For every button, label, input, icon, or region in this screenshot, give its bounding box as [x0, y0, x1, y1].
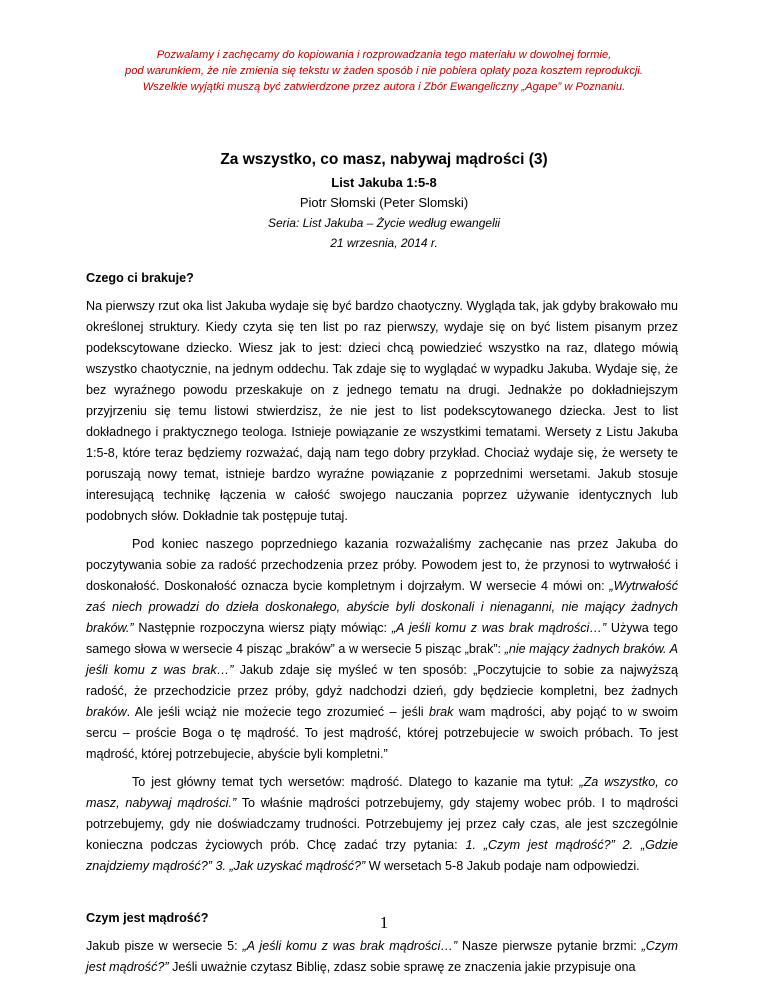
- scripture-quote: „nie mający żadnych braków. A jeśli komu z was brak…”: [86, 642, 678, 677]
- emphasis: brak: [428, 705, 454, 719]
- emphasis: braków: [86, 705, 127, 719]
- series-name: Seria: List Jakuba – Życie według ewangelii: [267, 216, 501, 230]
- text-run: Jakub zdaje się myśleć w ten sposób: „Poczytujcie to sobie za najwyższą radość, że przechodzicie przez próby, gdyż nadchodzi dzień, gdy będziecie kompletni, bez żadnych: [86, 663, 678, 698]
- page-number: 1: [379, 913, 389, 932]
- document-body: [86, 268, 678, 978]
- text-run: Używa tego samego słowa w wersecie 4 pisząc „braków” a w wersecie 5 pisząc „brak”:: [86, 621, 678, 656]
- text-run: To jest główny temat tych wersetów: mądrość. Dlatego to kazanie ma tytuł:: [132, 775, 580, 789]
- text-run: Następnie rozpoczyna wiersz piąty mówiąc:: [133, 621, 392, 635]
- emphasis: „Za wszystko, co masz, nabywaj mądrości.”: [86, 775, 678, 810]
- text-run: Nasze pierwsze pytanie brzmi:: [457, 939, 642, 953]
- notice-line-2: pod warunkiem, że nie zmienia się tekstu w żaden sposób i nie pobiera opłaty poza kosztem reprodukcji.: [124, 65, 643, 77]
- paragraph: [86, 772, 678, 877]
- sermon-date: 21 wrzesnia, 2014 r.: [330, 236, 438, 250]
- text-run: Pod koniec naszego poprzedniego kazania rozważaliśmy zachęcanie nas przez Jakuba do poczytywania sobie za radość przechodzenia przez próby. Powodem jest to, że przynosi to wytrwałość i doskonałość. Doskonałość oznacza bycie kompletnym i dojrzałym. W wersecie 4 mówi on:: [86, 537, 678, 593]
- section-heading: Czym jest mądrość?: [86, 911, 209, 925]
- notice-line-1: Pozwalamy i zachęcamy do kopiowania i rozprowadzania tego materiału w dowolnej formie,: [156, 49, 612, 61]
- section-heading: Czego ci brakuje?: [86, 271, 194, 285]
- paragraph: [86, 296, 678, 527]
- paragraph: [86, 936, 678, 978]
- text-run: . Ale jeśli wciąż nie możecie tego zrozumieć – jeśli: [126, 705, 429, 719]
- sermon-title: Za wszystko, co masz, nabywaj mądrości (3): [220, 151, 548, 168]
- text-run: To właśnie mądrości potrzebujemy, gdy stajemy wobec prób. I to mądrości potrzebujemy, gdy nie doświadczamy trudności. Potrzebujemy jej przez cały czas, ale jest szczególnie konieczna podczas życiowych prób. Chcę zadać trzy pytania:: [86, 796, 678, 852]
- paragraph: [86, 534, 678, 765]
- scripture-quote: „A jeśli komu z was brak mądrości…”: [242, 939, 458, 953]
- emphasis: „Czym jest mądrość?”: [86, 939, 678, 974]
- author-name: Piotr Słomski (Peter Slomski): [299, 195, 469, 210]
- scripture-quote: „Wytrwałość zaś niech prowadzi do dzieła doskonałego, abyście byli doskonali i nienaganni, nie mający żadnych braków.”: [86, 579, 678, 635]
- text-run: W wersetach 5-8 Jakub podaje nam odpowiedzi.: [365, 859, 640, 873]
- scripture-reference: List Jakuba 1:5-8: [331, 175, 437, 190]
- text-run: Jakub pisze w wersecie 5:: [86, 939, 243, 953]
- text-run: Jeśli uważnie czytasz Biblię, zdasz sobie sprawę ze znaczenia jakie przypisuje ona: [168, 960, 636, 974]
- sermon-header: [60, 150, 708, 253]
- notice-line-3: Wszelkie wyjątki muszą być zatwierdzone przez autora i Zbór Ewangeliczny „Agape” w Poznaniu.: [142, 81, 626, 93]
- text-run: wam mądrości, aby pojąć to w swoim sercu – proście Boga o tę mądrość. To jest mądrość, której potrzebujecie w swoich próbach. To jest mądrość, której potrzebujecie, abyście byli kompletni.”: [86, 705, 678, 761]
- paragraph-text: Na pierwszy rzut oka list Jakuba wydaje się być bardzo chaotyczny. Wygląda tak, jak gdyby brakowało mu określonej struktury. Kiedy czyta się ten list po raz pierwszy, wydaje się on być listem pisanym przez podekscytowane dziecko. Wiesz jak to jest: dzieci chcą powiedzieć wszystko na raz, dlatego mówią wszystko chaotycznie, na jednym oddechu. Tak zdaje się to wyglądać w wypadku Jakuba. Wydaje się, że bez wyraźnego powodu przeskakuje on z jednego tematu na drugi. Jednakże po dokładniejszym przyjrzeniu się temu listowi stwierdzisz, że nie jest to list podekscytowanego dziecka. Jest to list dokładnego i praktycznego teologa. Istnieje powiązanie ze wszystkimi tematami. Wersety z Listu Jakuba 1:5-8, które teraz będziemy rozważać, dają nam tego dobry przykład. Chociaż wydaje się, że wersety te poruszają nowy temat, istnieje bardzo wyraźne powiązanie z poprzednimi wersetami. Jakub stosuje interesującą technikę łączenia w całość swojego nauczania poprzez używanie identycznych lub podobnych słów. Dokładnie tak postępuje tutaj.: [86, 299, 678, 523]
- copyright-notice: [60, 47, 708, 95]
- questions-list: 1. „Czym jest mądrość?” 2. „Gdzie znajdziemy mądrość?” 3. „Jak uzyskać mądrość?”: [86, 838, 678, 873]
- scripture-quote: „A jeśli komu z was brak mądrości…”: [391, 621, 607, 635]
